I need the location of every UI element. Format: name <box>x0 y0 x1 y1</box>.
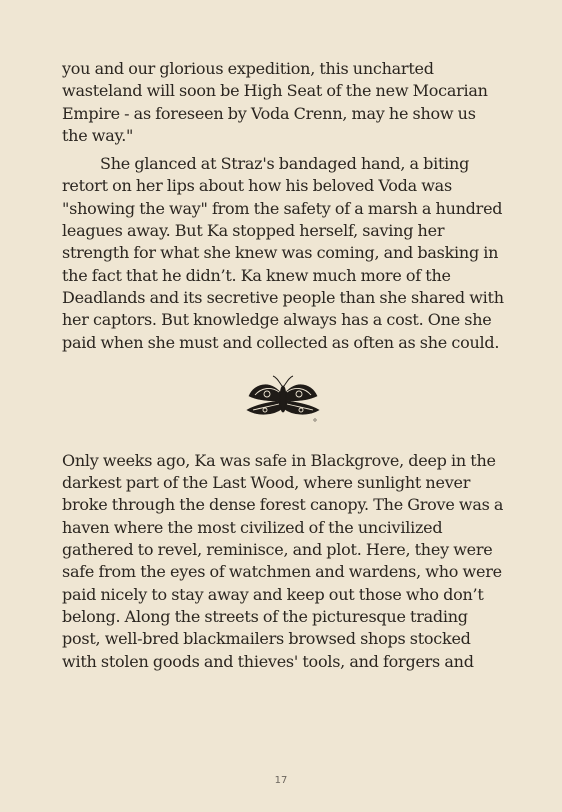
paragraph-1: you and our glorious expedition, this uncharted wasteland will soon be High Seat of the new Mocarian Empire - as foreseen by Voda Crenn, may he show us the way." <box>62 59 488 145</box>
paragraph-3: Only weeks ago, Ka was safe in Blackgrove, deep in the darkest part of the Last Wood, where sunlight never broke through the dense forest canopy. The Grove was a haven where the most civilized of the uncivilized gathered to revel, reminisce, and plot. Here, they were safe from the eyes of watchmen and wardens, who were paid nicely to stay away and keep out those who don’t belong. Along the streets of the picturesque trading post, well-bred blackmailers browsed shops stocked with stolen goods and thieves' tools, and forgers and <box>62 450 504 671</box>
paragraph-2: She glanced at Straz's bandaged hand, a biting retort on her lips about how his beloved Voda was "showing the way" from the safety of a marsh a hundred leagues away. But Ka stopped herself, saving her strength for what she knew was coming, and basking in the fact that he didn’t. Ka knew much more of the Deadlands and its secretive people than she shared with her captors. But knowledge always has a cost. One she paid when she must and collected as often as she could. <box>62 154 504 352</box>
page-content <box>62 58 504 673</box>
moth-ornament-icon <box>243 372 323 426</box>
page-number: 17 <box>274 775 288 786</box>
section-divider <box>62 372 504 426</box>
